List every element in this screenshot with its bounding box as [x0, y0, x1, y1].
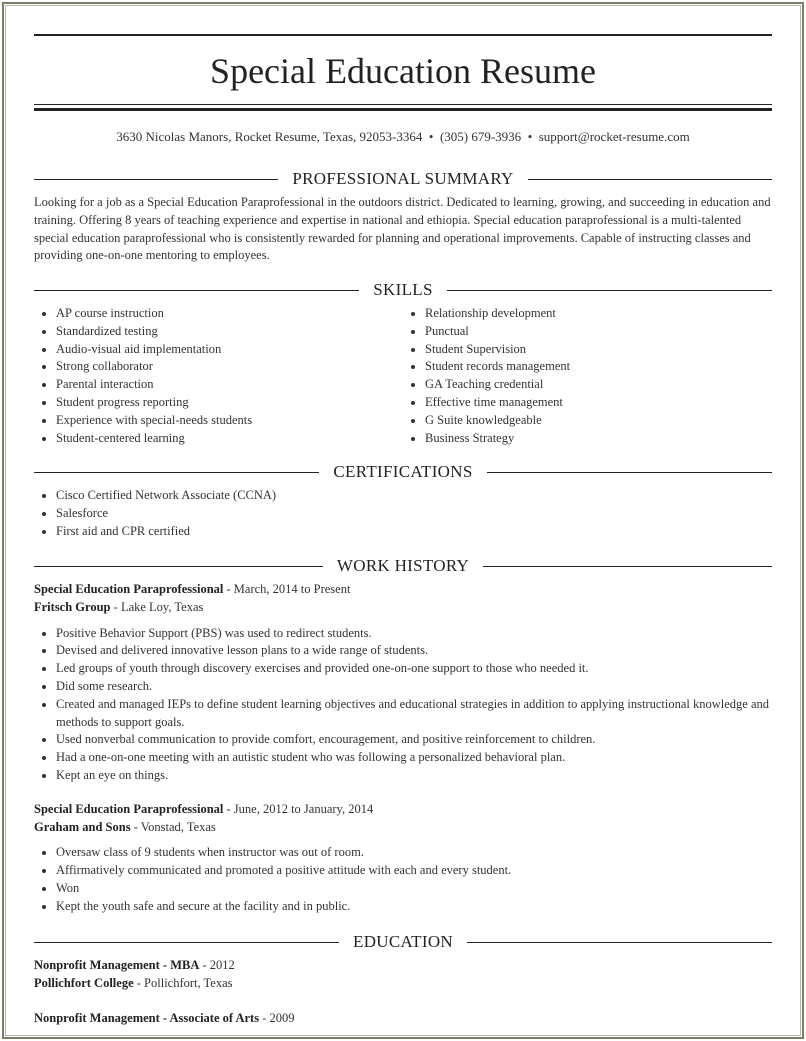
job-title: Special Education Paraprofessional	[34, 582, 224, 596]
divider	[34, 108, 772, 111]
list-item: • Positive Behavior Support (PBS) was used to redirect students.	[56, 625, 772, 643]
contact-info	[34, 128, 772, 146]
contact-email: support@rocket-resume.com	[538, 129, 690, 144]
list-item: • Audio-visual aid implementation	[56, 341, 403, 359]
list-item: • Relationship development	[425, 305, 772, 323]
list-item: • Used nonverbal communication to provide comfort, encouragement, and positive reinforcement to children.	[56, 731, 772, 749]
job-entry: Special Education Paraprofessional - June, 2012 to January, 2014 Graham and Sons - Vonstad, Texas • Oversaw class of 9 students when instructor was out of room. • Affirmatively communicated and promoted a positive attitude with each and every student. • Won • Kept the youth safe and secure at the facility and in public.	[34, 801, 772, 916]
list-item: • Oversaw class of 9 students when instructor was out of room.	[56, 844, 772, 862]
list-item: • AP course instruction	[56, 305, 403, 323]
job-location: Vonstad, Texas	[140, 819, 216, 834]
job-bullets	[34, 844, 772, 915]
job-bullets	[34, 625, 772, 785]
section-heading: CERTIFICATIONS	[34, 462, 772, 482]
list-item: • Student progress reporting	[56, 394, 403, 412]
job-title: Special Education Paraprofessional	[34, 801, 224, 816]
section-heading: EDUCATION	[34, 932, 772, 952]
list-item: • Cisco Certified Network Associate (CCNA)	[56, 487, 772, 505]
list-item: • Student records management	[425, 358, 772, 376]
list-item: • Led groups of youth through discovery exercises and provided one-on-one support to those who needed it.	[56, 660, 772, 678]
list-item: • Created and managed IEPs to define student learning objectives and educational strategies in addition to applying instructional knowledge and methods to support goals.	[56, 696, 772, 732]
section-skills	[34, 280, 772, 447]
page-title: Special Education Resume	[210, 51, 596, 91]
list-item: • Strong collaborator	[56, 358, 403, 376]
list-item: • First aid and CPR certified	[56, 523, 772, 541]
skills-list-right	[403, 305, 772, 447]
list-item: • Kept an eye on things.	[56, 767, 772, 785]
education-entry: Nonprofit Management - MBA - 2012 Pollichfort College - Pollichfort, Texas	[34, 958, 235, 990]
list-item: • Student Supervision	[425, 341, 772, 359]
list-item: • GA Teaching credential	[425, 376, 772, 394]
list-item: • Affirmatively communicated and promoted a positive attitude with each and every student.	[56, 862, 772, 880]
section-education	[34, 932, 772, 1027]
separator: •	[428, 129, 434, 144]
section-heading: SKILLS	[34, 280, 772, 300]
list-item: • Did some research.	[56, 678, 772, 696]
company: Graham and Sons	[34, 819, 131, 834]
list-item: • Effective time management	[425, 394, 772, 412]
job-dates: March, 2014 to Present	[233, 582, 351, 596]
section-work-history	[34, 556, 772, 916]
skills-list-left	[34, 305, 403, 447]
job-location: Lake Loy, Texas	[120, 599, 204, 614]
section-heading: WORK HISTORY	[34, 556, 772, 576]
list-item: • Punctual	[425, 323, 772, 341]
divider	[34, 34, 772, 36]
divider	[34, 104, 772, 105]
section-heading: PROFESSIONAL SUMMARY	[34, 169, 772, 189]
list-item: • G Suite knowledgeable	[425, 412, 772, 430]
contact-address: 3630 Nicolas Manors, Rocket Resume, Texas, 92053-3364	[116, 129, 423, 144]
education-entry: Nonprofit Management - Associate of Arts - 2009	[34, 1010, 295, 1025]
list-item: • Had a one-on-one meeting with an autistic student who was following a personalized behavioral plan.	[56, 749, 772, 767]
job-dates: June, 2012 to January, 2014	[233, 801, 374, 816]
list-item: • Parental interaction	[56, 376, 403, 394]
contact-phone: (305) 679-3936	[439, 129, 522, 144]
job-entry: Special Education Paraprofessional - March, 2014 to Present Fritsch Group - Lake Loy, Texas • Positive Behavior Support (PBS) was used to redirect students. • Devised and delivered innovative lesson plans to a wide range of students. • Led groups of youth through discovery exercises and provided one-on-one support to those who needed it. • Did some research. • Created and managed IEPs to define student learning objectives and educational strategies in addition to applying instructional knowledge and methods to support goals. • Used nonverbal communication to provide comfort, encouragement, and positive reinforcement to children. • Had a one-on-one meeting with an autistic student who was following a personalized behavioral plan. • Kept an eye on things.	[34, 581, 772, 785]
list-item: • Standardized testing	[56, 323, 403, 341]
list-item: • Business Strategy	[425, 430, 772, 448]
list-item: • Kept the youth safe and secure at the facility and in public.	[56, 898, 772, 916]
separator: •	[527, 129, 533, 144]
list-item: • Won	[56, 880, 772, 898]
section-certifications	[34, 462, 772, 540]
list-item: • Experience with special-needs students	[56, 412, 403, 430]
list-item: • Salesforce	[56, 505, 772, 523]
company: Fritsch Group	[34, 599, 111, 614]
list-item: • Devised and delivered innovative lesson plans to a wide range of students.	[56, 642, 772, 660]
list-item: • Student-centered learning	[56, 430, 403, 448]
certifications-list	[34, 487, 772, 540]
summary-text: Looking for a job as a Special Education Paraprofessional in the outdoors district. Dedicated to learning, growing, and succeeding in education and training. Offering 8 years of teaching experience and expertise in national and ethiopia. Special education paraprofessional is a multi-talented special education paraprofessional who is consistently rewarded for planning and operational improvements. Capable of instructing classes and providing one-on-one mentoring to employees.	[34, 195, 771, 263]
section-summary	[34, 169, 772, 265]
